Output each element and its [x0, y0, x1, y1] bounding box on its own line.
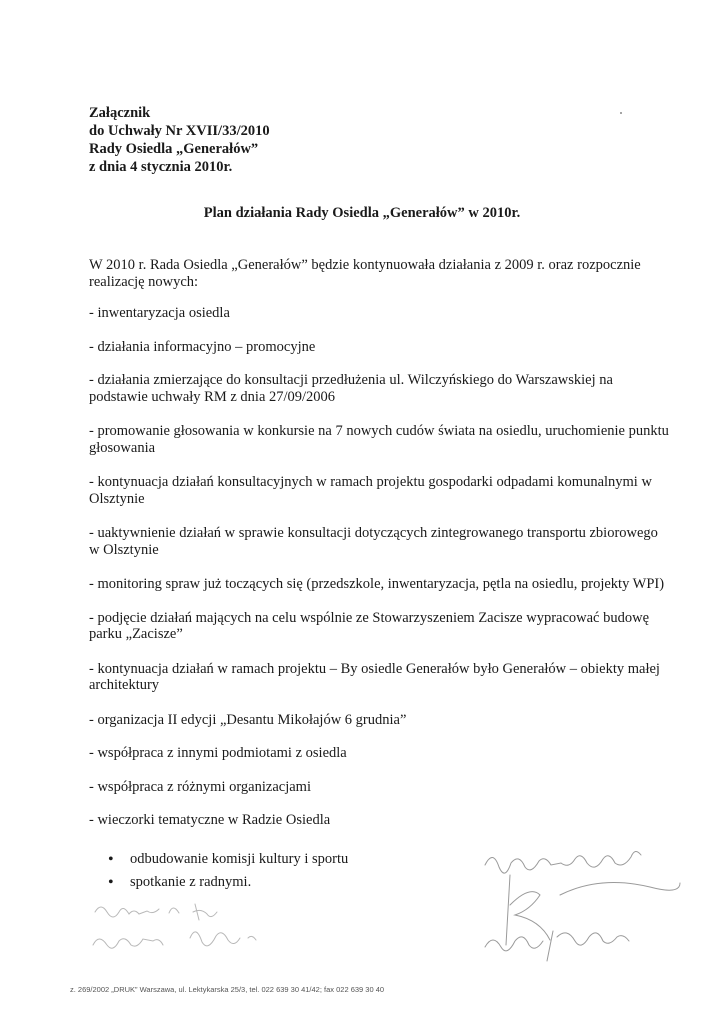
intro-paragraph: W 2010 r. Rada Osiedla „Generałów” będzie kontynuowała działania z 2009 r. oraz rozpocznie realizację nowych: — [89, 257, 641, 290]
list-item: - inwentaryzacja osiedla — [89, 305, 230, 321]
list-item: - monitoring spraw już toczących się (przedszkole, inwentaryzacja, pętla na osiedlu, projekty WPI) — [89, 576, 665, 592]
list-item: - kontynuacja działań konsultacyjnych w ramach projektu gospodarki odpadami komunalnymi w Olsztynie — [89, 474, 652, 507]
header-line-2: do Uchwały Nr XVII/33/2010 — [89, 123, 270, 139]
header-line-3: Rady Osiedla „Generałów” — [89, 141, 259, 157]
action-items-list — [89, 305, 669, 829]
attachment-header — [89, 104, 270, 176]
list-item: - współpraca z innymi podmiotami z osiedla — [89, 745, 347, 761]
header-line-1: Załącznik — [89, 105, 151, 121]
sub-list-item: • odbudowanie komisji kultury i sportu — [108, 848, 348, 871]
list-item: - działania zmierzające do konsultacji przedłużenia ul. Wilczyńskiego do Warszawskiej na podstawie uchwały RM z dnia 27/09/2006 — [89, 372, 613, 405]
sub-items-list — [108, 848, 348, 894]
speck-mark — [620, 112, 622, 114]
list-item: - działania informacyjno – promocyjne — [89, 338, 316, 355]
list-item: - uaktywnienie działań w sprawie konsultacji dotyczących zintegrowanego transportu zbiorowego w Olsztynie — [89, 525, 658, 558]
signature-right — [475, 835, 695, 970]
list-item: - podjęcie działań mających na celu wspólnie ze Stowarzyszeniem Zacisze wypracować budowę parku „Zacisze” — [89, 609, 650, 642]
list-item: - organizacja II edycji „Desantu Mikołajów 6 grudnia” — [89, 711, 407, 728]
list-item: - kontynuacja działań w ramach projektu – By osiedle Generałów było Generałów – obiekty małej architektury — [89, 660, 660, 693]
sub-list-item: • spotkanie z radnymi. — [108, 871, 348, 894]
list-item: - wieczorki tematyczne w Radzie Osiedla — [89, 812, 331, 828]
header-line-4: z dnia 4 stycznia 2010r. — [89, 159, 233, 175]
list-item: - współpraca z różnymi organizacjami — [89, 778, 311, 795]
document-title: Plan działania Rady Osiedla „Generałów” w 2010r. — [203, 205, 521, 221]
signature-left — [85, 890, 295, 965]
printer-footer: z. 269/2002 „DRUK” Warszawa, ul. Lektykarska 25/3, tel. 022 639 30 41/42; fax 022 639 30 40 — [70, 985, 385, 994]
list-item: - promowanie głosowania w konkursie na 7 nowych cudów świata na osiedlu, uruchomienie punktu głosowania — [89, 423, 669, 456]
